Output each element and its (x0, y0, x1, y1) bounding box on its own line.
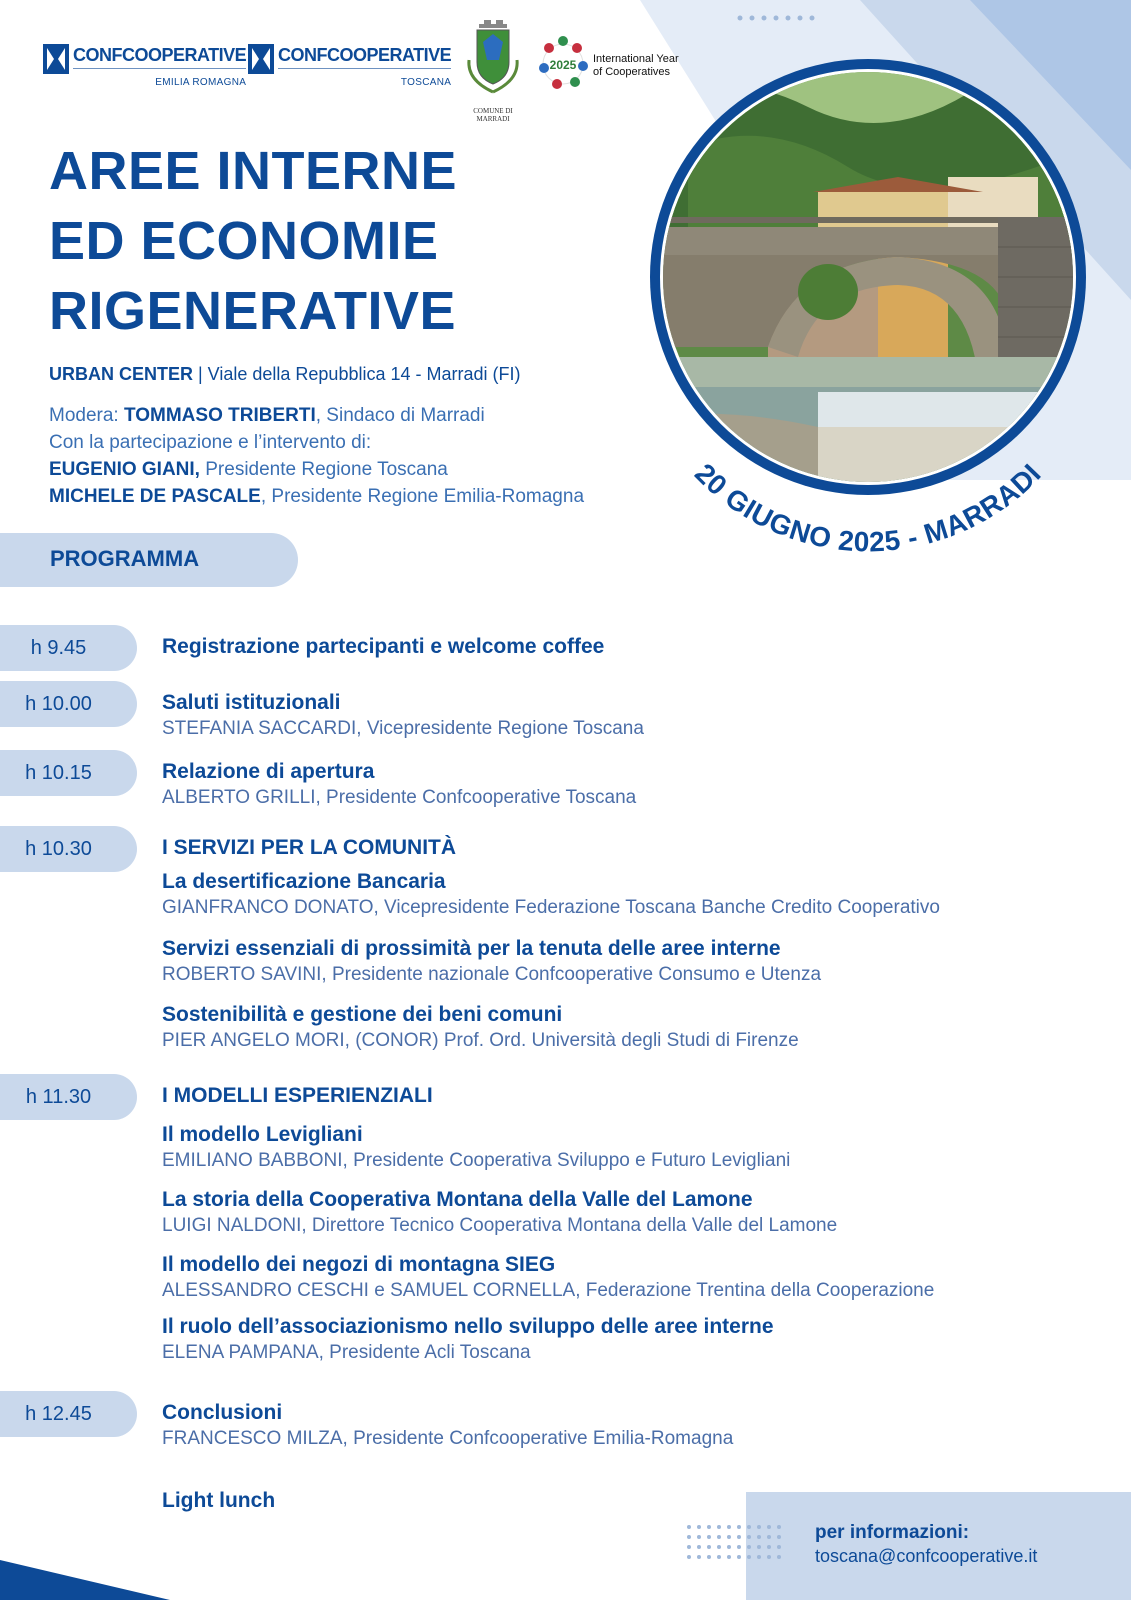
entry-title: Il ruolo dell’associazionismo nello sviluppo delle aree interne (162, 1315, 774, 1338)
venue-name: URBAN CENTER (49, 364, 193, 384)
page-title (49, 136, 457, 346)
schedule-section (162, 1083, 433, 1109)
info-title: per informazioni: (815, 1522, 970, 1543)
moderator-role: , Sindaco di Marradi (315, 405, 485, 426)
entry-title: Relazione di apertura (162, 760, 375, 783)
entry-speaker: PIER ANGELO MORI, (CONOR) Prof. Ord. Università degli Studi di Firenze (162, 1030, 799, 1051)
iyc-2025-emblem-icon (537, 34, 589, 94)
schedule-entry (162, 634, 604, 660)
moderator-name: TOMMASO TRIBERTI (123, 405, 316, 426)
svg-text:20 GIUGNO 2025 - MARRADI (689, 458, 1047, 557)
time-badge: h 9.45 (0, 625, 137, 671)
programma-label: PROGRAMMA (50, 546, 200, 571)
title-line-1: AREE INTERNE (49, 141, 458, 201)
iyc-line1: International Year (593, 53, 679, 65)
logo-region: TOSCANA (400, 77, 452, 88)
entry-title: Il modello Levigliani (162, 1123, 363, 1146)
logo-confcooperative-emilia-romagna (43, 44, 246, 88)
dot-pattern-top (736, 14, 826, 44)
time-badge: h 12.45 (0, 1391, 137, 1437)
time-badge: h 11.30 (0, 1074, 137, 1120)
schedule-entry (162, 1187, 837, 1238)
entry-speaker: ALESSANDRO CESCHI e SAMUEL CORNELLA, Federazione Trentina della Cooperazione (162, 1280, 935, 1301)
light-lunch: Light lunch (162, 1489, 276, 1512)
decorative-corner-shape (0, 1540, 220, 1600)
schedule-entry (162, 936, 821, 987)
iyc-year: 2025 (549, 58, 577, 72)
entry-title: La storia della Cooperativa Montana della Valle del Lamone (162, 1188, 753, 1211)
time-badge: h 10.15 (0, 750, 137, 796)
intro-block (49, 402, 584, 510)
date-banner (648, 57, 1088, 557)
event-date: 20 GIUGNO 2025 - MARRADI (689, 457, 1047, 557)
schedule-entry (162, 1122, 790, 1173)
dot-pattern-bottom (686, 1524, 786, 1568)
entry-title: Il modello dei negozi di montagna SIEG (162, 1253, 556, 1276)
schedule-entry (162, 1002, 799, 1053)
schedule-entry (162, 1314, 774, 1365)
entry-speaker: EMILIANO BABBONI, Presidente Cooperativa Sviluppo e Futuro Levigliani (162, 1150, 791, 1171)
schedule-entry (162, 759, 636, 810)
entry-speaker: LUIGI NALDONI, Direttore Tecnico Cooperativa Montana della Valle del Lamone (162, 1215, 838, 1236)
moderator-prefix: Modera: (49, 405, 124, 426)
logo-name: CONFCOOPERATIVE (73, 45, 247, 65)
entry-title: Saluti istituzionali (162, 691, 341, 714)
comune-label: COMUNE DI MARRADI (473, 107, 513, 123)
section-title: I MODELLI ESPERIENZIALI (162, 1084, 433, 1107)
entry-speaker: GIANFRANCO DONATO, Vicepresidente Federazione Toscana Banche Credito Cooperativo (162, 897, 940, 918)
title-line-3: RIGENERATIVE (49, 281, 457, 341)
logo-region: EMILIA ROMAGNA (155, 77, 247, 88)
time-badge: h 10.00 (0, 681, 137, 727)
schedule-entry (162, 1400, 733, 1451)
entry-speaker: ELENA PAMPANA, Presidente Acli Toscana (162, 1342, 531, 1363)
venue-address: | Viale della Repubblica 14 - Marradi (FI) (193, 364, 521, 384)
time-badge: h 10.30 (0, 826, 137, 872)
section-title: I SERVIZI PER LA COMUNITÀ (162, 836, 457, 859)
entry-speaker: ROBERTO SAVINI, Presidente nazionale Confcooperative Consumo e Utenza (162, 964, 822, 985)
guest2-name: MICHELE DE PASCALE (49, 486, 261, 507)
entry-speaker: FRANCESCO MILZA, Presidente Confcooperative Emilia-Romagna (162, 1428, 734, 1449)
logo-confcooperative-toscana (248, 44, 451, 88)
coat-of-arms-icon (463, 20, 523, 100)
schedule-entry (162, 869, 940, 920)
confcooperative-mark-icon (248, 44, 274, 74)
entry-title: Servizi essenziali di prossimità per la tenuta delle aree interne (162, 937, 781, 960)
info-email-link[interactable]: toscana@confcooperative.it (815, 1546, 1038, 1566)
participation-line: Con la partecipazione e l’intervento di: (49, 432, 372, 453)
title-line-2: ED ECONOMIE (49, 211, 439, 271)
logo-name: CONFCOOPERATIVE (278, 45, 452, 65)
schedule-entry (162, 690, 644, 741)
guest1-role: Presidente Regione Toscana (199, 459, 448, 480)
logo-comune-marradi (460, 20, 526, 123)
entry-title: Registrazione partecipanti e welcome coffee (162, 635, 605, 658)
entry-title: Conclusioni (162, 1401, 283, 1424)
schedule-entry (162, 1252, 934, 1303)
entry-title: La desertificazione Bancaria (162, 870, 446, 893)
confcooperative-mark-icon (43, 44, 69, 74)
entry-speaker: STEFANIA SACCARDI, Vicepresidente Regione Toscana (162, 718, 644, 739)
schedule-section (162, 835, 456, 861)
venue (49, 364, 521, 385)
guest1-name: EUGENIO GIANI, (49, 459, 200, 480)
guest2-role: , Presidente Regione Emilia-Romagna (260, 486, 585, 507)
entry-title: Sostenibilità e gestione dei beni comuni (162, 1003, 563, 1026)
iyc-line2: of Cooperatives (593, 66, 671, 78)
entry-speaker: ALBERTO GRILLI, Presidente Confcooperative Toscana (162, 787, 637, 808)
